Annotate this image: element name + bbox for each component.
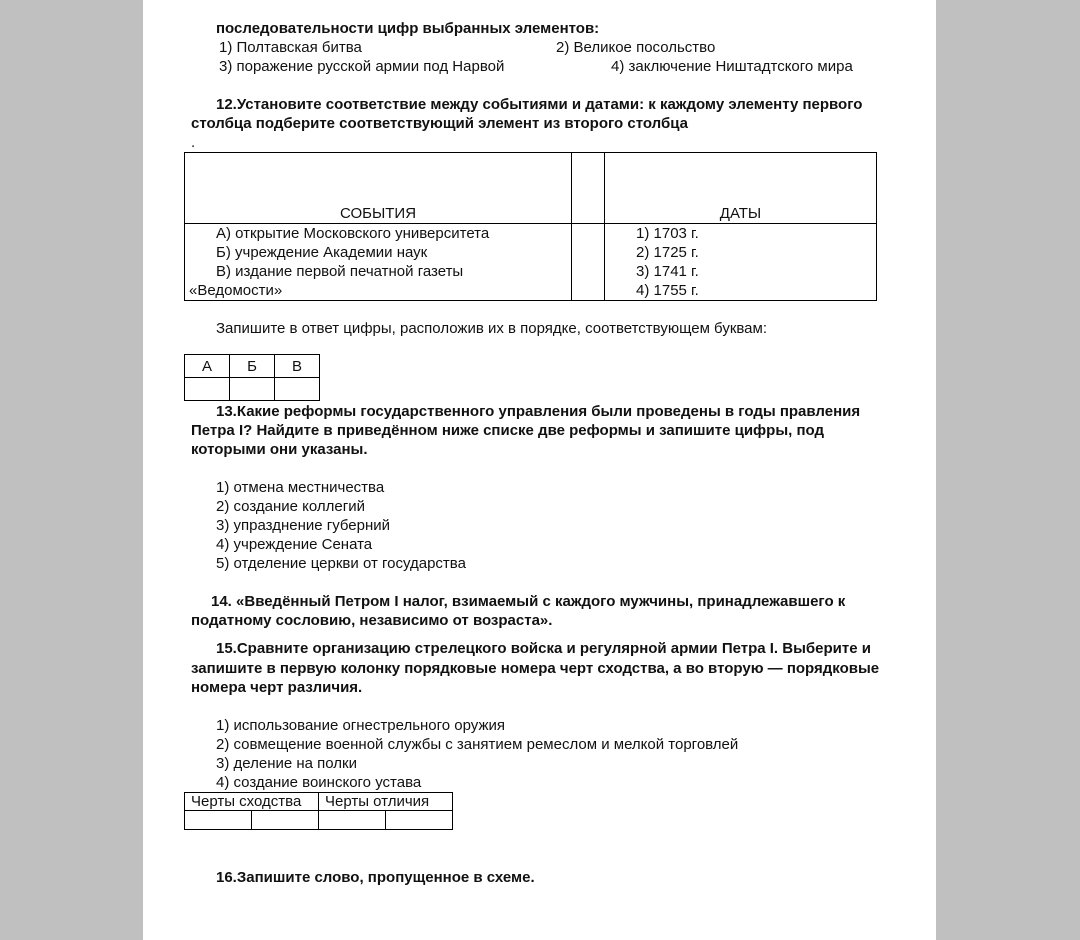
q12-dot: .: [191, 134, 196, 151]
q12-matching-table: [184, 152, 877, 301]
q15-option-3: 3) деление на полки: [216, 755, 357, 772]
q14-question-line-2: податному сословию, независимо от возраста».: [191, 612, 553, 629]
q15-question-line-2: запишите в первую колонку порядковые номера черт сходства, а во вторую — порядковые: [191, 660, 880, 677]
document-page: [143, 0, 936, 940]
dates-header: ДАТЫ: [605, 153, 877, 224]
q16-question-line-1: 16.Запишите слово, пропущенное в схеме.: [216, 869, 535, 886]
q12-answer-prompt: Запишите в ответ цифры, расположив их в порядке, соответствующем буквам:: [216, 320, 768, 337]
q15-option-2: 2) совмещение военной службы с занятием ремеслом и мелкой торговлей: [216, 736, 739, 753]
q11-option-4: 4) заключение Ништадтского мира: [611, 58, 853, 75]
date-3: 3) 1741 г.: [636, 263, 699, 280]
date-1: 1) 1703 г.: [636, 225, 699, 242]
date-2: 2) 1725 г.: [636, 244, 699, 261]
q11-instruction-tail: последовательности цифр выбранных элементов:: [216, 20, 600, 37]
q13-option-2: 2) создание коллегий: [216, 498, 365, 515]
events-cell: [185, 224, 572, 301]
date-4: 4) 1755 г.: [636, 282, 699, 299]
q12-answer-table: [184, 354, 320, 401]
q14-question-line-1: 14. «Введённый Петром I налог, взимаемый с каждого мужчины, принадлежавшего к: [211, 593, 846, 610]
q15-question-line-1: 15.Сравните организацию стрелецкого войска и регулярной армии Петра I. Выберите и: [216, 640, 871, 657]
dates-cell: [605, 224, 877, 301]
q13-option-1: 1) отмена местничества: [216, 479, 385, 496]
answer-letter-a: А: [185, 355, 230, 378]
spacer-column: [572, 224, 605, 301]
q11-option-3: 3) поражение русской армии под Нарвой: [219, 58, 505, 75]
q13-option-3: 3) упразднение губерний: [216, 517, 391, 534]
q13-question-line-3: которыми они указаны.: [191, 441, 368, 458]
difference-cell-2[interactable]: [386, 811, 453, 830]
q13-option-5: 5) отделение церкви от государства: [216, 555, 466, 572]
event-v-continued: «Ведомости»: [189, 282, 283, 299]
q11-option-1: 1) Полтавская битва: [219, 39, 362, 56]
q12-question-line-1: 12.Установите соответствие между событиями и датами: к каждому элементу первого: [216, 96, 863, 113]
q13-option-4: 4) учреждение Сената: [216, 536, 373, 553]
q15-option-4: 4) создание воинского устава: [216, 774, 422, 791]
q13-question-line-1: 13.Какие реформы государственного управления были проведены в годы правления: [216, 403, 861, 420]
answer-cell-b[interactable]: [230, 378, 275, 401]
similarity-cell-2[interactable]: [252, 811, 319, 830]
q12-question-line-2: столбца подберите соответствующий элемент из второго столбца: [191, 115, 688, 132]
similarities-header: Черты сходства: [185, 793, 319, 811]
q11-option-2: 2) Великое посольство: [556, 39, 716, 56]
answer-cell-a[interactable]: [185, 378, 230, 401]
spacer-column: [572, 153, 605, 224]
event-v: В) издание первой печатной газеты: [216, 263, 464, 280]
q15-option-1: 1) использование огнестрельного оружия: [216, 717, 506, 734]
difference-cell-1[interactable]: [319, 811, 386, 830]
q15-answer-table: [184, 792, 453, 830]
differences-header: Черты отличия: [319, 793, 453, 811]
event-a: А) открытие Московского университета: [216, 225, 490, 242]
answer-cell-v[interactable]: [275, 378, 320, 401]
answer-letter-v: В: [275, 355, 320, 378]
events-header: СОБЫТИЯ: [185, 153, 572, 224]
answer-letter-b: Б: [230, 355, 275, 378]
q13-question-line-2: Петра I? Найдите в приведённом ниже списке две реформы и запишите цифры, под: [191, 422, 825, 439]
similarity-cell-1[interactable]: [185, 811, 252, 830]
event-b: Б) учреждение Академии наук: [216, 244, 428, 261]
q15-question-line-3: номера черт различия.: [191, 679, 363, 696]
